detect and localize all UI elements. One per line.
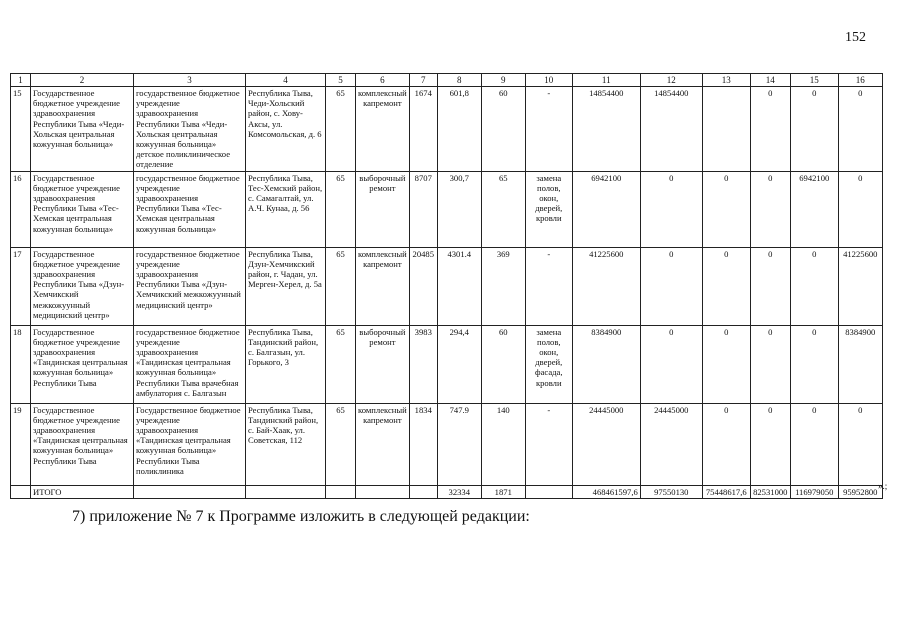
- institution-cell: Государственное бюджетное учреждение здравоохранения «Тандинская центральная кожуунная больница» Республики Тыва: [31, 403, 134, 485]
- total-empty-cell: [11, 485, 31, 498]
- area-cell: 300,7: [437, 171, 481, 247]
- institution-cell: Государственное бюджетное учреждение здравоохранения Республики Тыва «Дзун-Хемчикский межкожуунный медицинский центр»: [31, 247, 134, 325]
- total-empty-cell: [134, 485, 246, 498]
- amount-cell: 0: [838, 171, 882, 247]
- institution-cell: Государственное бюджетное учреждение здравоохранения «Тандинская центральная кожуунная больница» Республики Тыва: [31, 325, 134, 403]
- column-header: 11: [572, 74, 640, 87]
- objects-table: [10, 73, 883, 499]
- amount-cell: 24445000: [640, 403, 702, 485]
- table-row: [11, 247, 883, 325]
- total-value: 468461597,6: [572, 485, 640, 498]
- row-number: 15: [11, 87, 31, 172]
- amount-cell: 0: [750, 403, 790, 485]
- page-number: 152: [845, 30, 866, 45]
- amount-cell: 41225600: [572, 247, 640, 325]
- row-number: 17: [11, 247, 31, 325]
- facility-cell: государственное бюджетное учреждение здравоохранения Республики Тыва «Тес-Хемская центральная кожуунная больница»: [134, 171, 246, 247]
- amount-cell: 6942100: [790, 171, 838, 247]
- amount-cell: 0: [790, 247, 838, 325]
- column-header: 12: [640, 74, 702, 87]
- amount-cell: 14854400: [572, 87, 640, 172]
- column-header: 8: [437, 74, 481, 87]
- capacity-cell: 369: [481, 247, 525, 325]
- table-row: [11, 87, 883, 172]
- total-empty-cell: [326, 485, 356, 498]
- works-cell: замена полов, окон, дверей, кровли: [525, 171, 572, 247]
- column-header: 3: [134, 74, 246, 87]
- institution-cell: Государственное бюджетное учреждение здравоохранения Республики Тыва «Тес-Хемская центральная кожуунная больница»: [31, 171, 134, 247]
- area-cell: 4301.4: [437, 247, 481, 325]
- amount-cell: 8384900: [572, 325, 640, 403]
- row-number: 16: [11, 171, 31, 247]
- column-header: 9: [481, 74, 525, 87]
- column-header: 1: [11, 74, 31, 87]
- amount-cell: 0: [702, 325, 750, 403]
- total-label: ИТОГО: [31, 485, 134, 498]
- closing-quote-mark: ».;: [878, 481, 888, 491]
- amount-cell: 24445000: [572, 403, 640, 485]
- amount-cell: 0: [640, 171, 702, 247]
- amendment-text: 7) приложение № 7 к Программе изложить в следующей редакции:: [72, 508, 530, 525]
- amount-cell: 0: [750, 247, 790, 325]
- address-cell: Республика Тыва, Тандинский район, с. Бай-Хаак, ул. Советская, 112: [246, 403, 326, 485]
- amount-cell: 0: [838, 403, 882, 485]
- amount-cell: 0: [750, 325, 790, 403]
- amount-cell: 41225600: [838, 247, 882, 325]
- amount-cell: 0: [838, 87, 882, 172]
- total-value: 1871: [481, 485, 525, 498]
- repair-type-cell: комплексный капремонт: [356, 87, 410, 172]
- amount-cell: 0: [640, 325, 702, 403]
- column-header: 5: [326, 74, 356, 87]
- facility-cell: государственное бюджетное учреждение здравоохранения Республики Тыва «Чеди-Хольская центральная кожуунная больница» детское поликлиническое отделение: [134, 87, 246, 172]
- amount-cell: 8384900: [838, 325, 882, 403]
- column-header: 16: [838, 74, 882, 87]
- value-cell: 20485: [409, 247, 437, 325]
- amount-cell: 0: [640, 247, 702, 325]
- amount-cell: [702, 87, 750, 172]
- row-number: 19: [11, 403, 31, 485]
- amount-cell: 14854400: [640, 87, 702, 172]
- total-value: 116979050: [790, 485, 838, 498]
- address-cell: Республика Тыва, Дзун-Хемчикский район, г. Чадан, ул. Мерген-Херел, д. 5а: [246, 247, 326, 325]
- institution-cell: Государственное бюджетное учреждение здравоохранения Республики Тыва «Чеди-Хольская центральная кожуунная больница»: [31, 87, 134, 172]
- total-value: 95952800: [838, 485, 882, 498]
- amount-cell: 0: [702, 171, 750, 247]
- repair-type-cell: комплексный капремонт: [356, 403, 410, 485]
- area-cell: 747.9: [437, 403, 481, 485]
- address-cell: Республика Тыва, Тандинский район, с. Балгазын, ул. Горького, 3: [246, 325, 326, 403]
- repair-type-cell: выборочный ремонт: [356, 171, 410, 247]
- column-header: 10: [525, 74, 572, 87]
- table-row: [11, 171, 883, 247]
- column-header: 15: [790, 74, 838, 87]
- column-header: 6: [356, 74, 410, 87]
- amount-cell: 0: [750, 87, 790, 172]
- facility-cell: Государственное бюджетное учреждение здравоохранения «Тандинская центральная кожуунная больница» Республики Тыва поликлиника: [134, 403, 246, 485]
- amount-cell: 6942100: [572, 171, 640, 247]
- works-cell: -: [525, 403, 572, 485]
- column-header: 13: [702, 74, 750, 87]
- wear-cell: 65: [326, 403, 356, 485]
- value-cell: 1674: [409, 87, 437, 172]
- area-cell: 601,8: [437, 87, 481, 172]
- wear-cell: 65: [326, 247, 356, 325]
- column-header: 4: [246, 74, 326, 87]
- total-value: 82531000: [750, 485, 790, 498]
- repair-type-cell: комплексный капремонт: [356, 247, 410, 325]
- works-cell: -: [525, 247, 572, 325]
- column-header: 2: [31, 74, 134, 87]
- wear-cell: 65: [326, 87, 356, 172]
- amount-cell: 0: [750, 171, 790, 247]
- table-row: [11, 325, 883, 403]
- total-value: 97550130: [640, 485, 702, 498]
- wear-cell: 65: [326, 325, 356, 403]
- row-number: 18: [11, 325, 31, 403]
- capacity-cell: 65: [481, 171, 525, 247]
- amount-cell: 0: [790, 325, 838, 403]
- total-row: [11, 485, 883, 498]
- total-empty-cell: [409, 485, 437, 498]
- amount-cell: 0: [702, 403, 750, 485]
- column-header: 7: [409, 74, 437, 87]
- amount-cell: 0: [702, 247, 750, 325]
- amount-cell: 0: [790, 403, 838, 485]
- facility-cell: государственное бюджетное учреждение здравоохранения «Тандинская центральная кожуунная больница» Республики Тыва врачебная амбулатория с. Балгазын: [134, 325, 246, 403]
- capacity-cell: 60: [481, 87, 525, 172]
- total-empty-cell: [246, 485, 326, 498]
- area-cell: 294,4: [437, 325, 481, 403]
- works-cell: замена полов, окон, дверей, фасада, кровли: [525, 325, 572, 403]
- capacity-cell: 60: [481, 325, 525, 403]
- value-cell: 1834: [409, 403, 437, 485]
- wear-cell: 65: [326, 171, 356, 247]
- address-cell: Республика Тыва, Тес-Хемский район, с. Самагалтай, ул. А.Ч. Кунаа, д. 56: [246, 171, 326, 247]
- capacity-cell: 140: [481, 403, 525, 485]
- amount-cell: 0: [790, 87, 838, 172]
- total-value: 75448617,6: [702, 485, 750, 498]
- total-empty-cell: [356, 485, 410, 498]
- table-row: [11, 403, 883, 485]
- facility-cell: государственное бюджетное учреждение здравоохранения Республики Тыва «Дзун-Хемчикский межкожуунный медицинский центр»: [134, 247, 246, 325]
- works-cell: -: [525, 87, 572, 172]
- value-cell: 3983: [409, 325, 437, 403]
- total-empty-cell: [525, 485, 572, 498]
- value-cell: 8707: [409, 171, 437, 247]
- repair-type-cell: выборочный ремонт: [356, 325, 410, 403]
- total-value: 32334: [437, 485, 481, 498]
- table-header-row: [11, 74, 883, 87]
- column-header: 14: [750, 74, 790, 87]
- address-cell: Республика Тыва, Чеди-Хольский район, с. Хову-Аксы, ул. Комсомольская, д. 6: [246, 87, 326, 172]
